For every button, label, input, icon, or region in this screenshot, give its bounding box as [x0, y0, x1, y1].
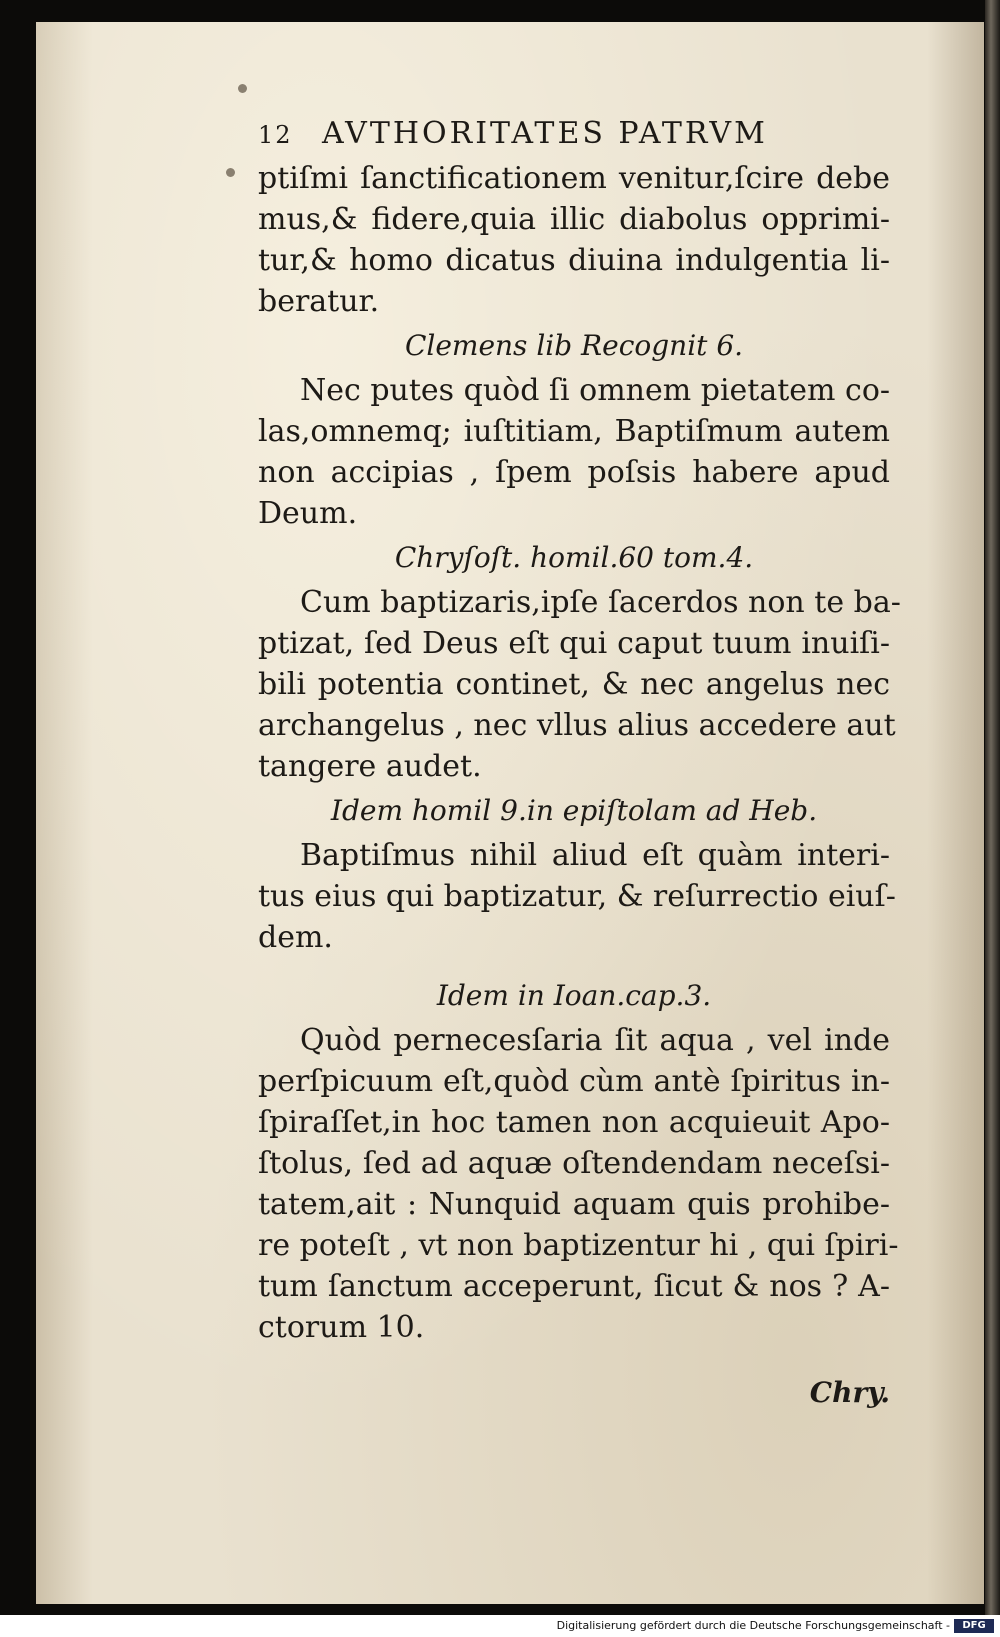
text-line: tur,& homo dicatus diuina indulgentia li-	[258, 243, 890, 278]
text-line: dem.	[258, 920, 333, 955]
text-line: Cum baptizaris,ipſe ſacerdos non te ba-	[300, 585, 901, 620]
spacer	[258, 958, 890, 972]
text-line: ctorum 10.	[258, 1310, 425, 1345]
funding-credit: Digitalisierung gefördert durch die Deutsche Forschungsgemeinschaft -	[556, 1619, 950, 1632]
running-header	[258, 110, 890, 158]
citation-heading: Clemens lib Recognit 6.	[404, 329, 744, 362]
text-line: re poteſt , vt non baptizentur hi , qui ſpiri-	[258, 1228, 899, 1263]
page-edge	[985, 0, 1000, 1615]
ink-spot	[226, 168, 235, 177]
text-line: ſpiraſſet,in hoc tamen non acquieuit Apo-	[258, 1105, 890, 1140]
running-title: AVTHORITATES PATRVM	[322, 116, 768, 151]
text-line: ptiſmi ſanctificationem venitur,ſcire debe	[258, 161, 890, 196]
text-line: tangere audet.	[258, 749, 482, 784]
text-line: beratur.	[258, 284, 380, 319]
text-line: Deum.	[258, 496, 358, 531]
text-line: Quòd pernecesſaria ſit aqua , vel inde	[300, 1023, 890, 1058]
text-line: ptizat, ſed Deus eſt qui caput tuum inuiſi-	[258, 626, 890, 661]
text-line: perſpicuum eſt,quòd cùm antè ſpiritus in-	[258, 1064, 890, 1099]
text-line: Nec putes quòd ſi omnem pietatem co-	[300, 373, 891, 408]
citation-heading: Chryſoſt. homil.60 tom.4.	[394, 541, 754, 574]
text-line: archangelus , nec vllus alius accedere aut	[258, 708, 896, 743]
text-line: Baptiſmus nihil aliud eſt quàm interi-	[300, 838, 890, 873]
page-number: 12	[258, 121, 293, 149]
text-line: tum ſanctum acceperunt, ſicut & nos ? A-	[258, 1269, 890, 1304]
text-line: bili potentia continet, & nec angelus nec	[258, 667, 890, 702]
ink-spot	[238, 84, 247, 93]
citation-heading: Idem homil 9.in epiſtolam ad Heb.	[330, 794, 818, 827]
text-line: tatem,ait : Nunquid aquam quis prohibe-	[258, 1187, 890, 1222]
text-line: ſtolus, ſed ad aquæ oſtendendam neceſsi-	[258, 1146, 890, 1181]
text-line: tus eius qui baptizatur, & reſurrectio eiuſ-	[258, 879, 896, 914]
page-text	[258, 110, 901, 1416]
citation-heading: Idem in Ioan.cap.3.	[436, 979, 712, 1012]
text-line: las,omnemq; iuſtitiam, Baptiſmum autem	[258, 414, 890, 449]
text-line: mus,& fidere,quia illic diabolus opprimi-	[258, 202, 890, 237]
catchword: Chry.	[809, 1376, 890, 1409]
dfg-logo: DFG	[954, 1619, 994, 1633]
text-line: non accipias , ſpem poſsis habere apud	[258, 455, 890, 490]
